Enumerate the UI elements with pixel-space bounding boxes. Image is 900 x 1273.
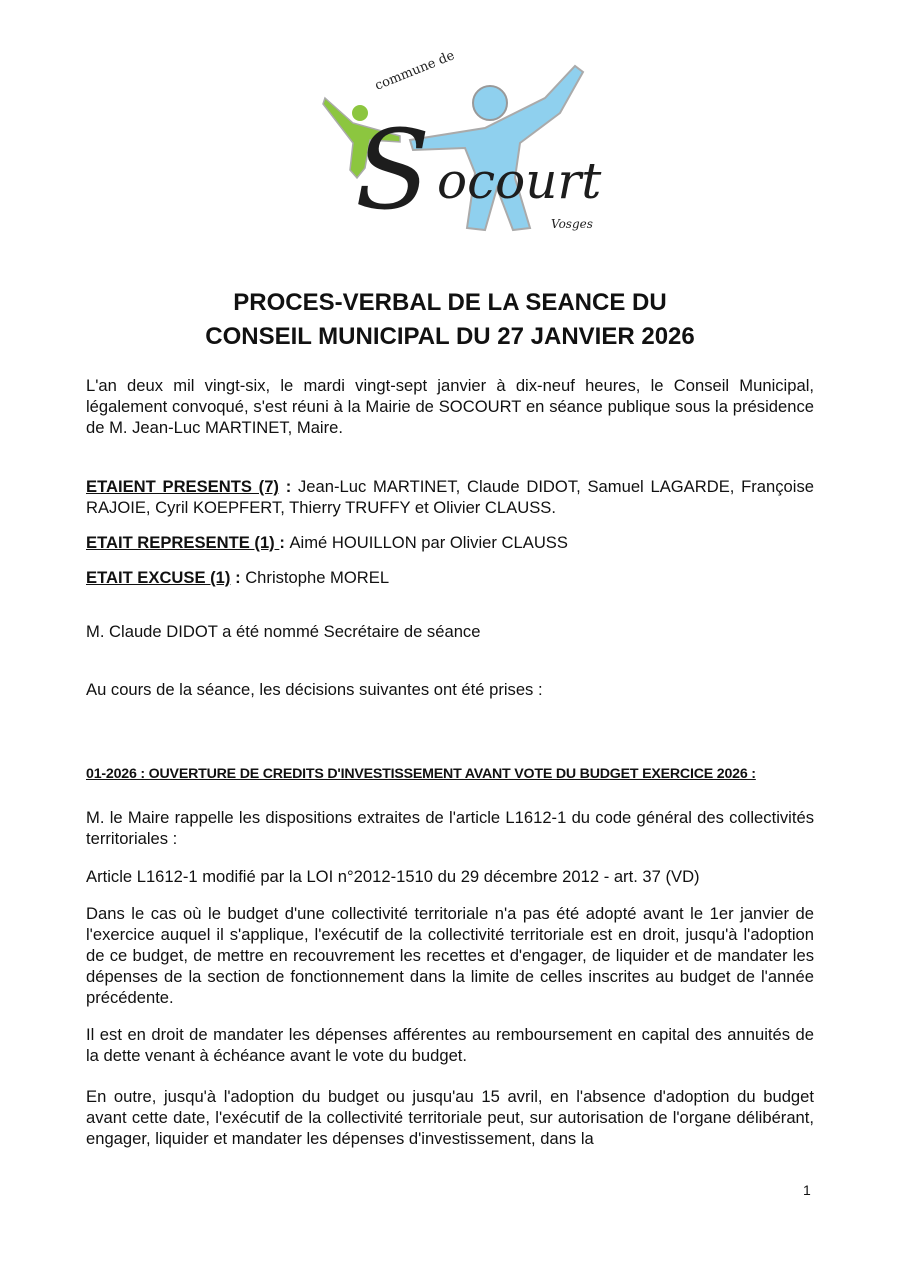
represente-label: ETAIT REPRESENTE (1) — [86, 533, 280, 552]
paragraph: Il est en droit de mandater les dépenses afférentes au remboursement en capital des annuités de la dette venant à échéance avant le vote du budget. — [86, 1025, 814, 1065]
presents-sep: : — [278, 477, 298, 496]
excuse-paragraph — [86, 567, 814, 588]
secretaire-paragraph: M. Claude DIDOT a été nommé Secrétaire de séance — [86, 622, 481, 641]
excuse-text: Christophe MOREL — [245, 568, 390, 587]
logo-ocourt: ocourt — [437, 152, 602, 210]
logo-vosges: Vosges — [551, 217, 593, 231]
logo-commune-de: commune de — [372, 50, 457, 94]
excuse-sep: : — [230, 568, 246, 587]
title-line-1: PROCES-VERBAL DE LA SEANCE DU — [233, 289, 667, 316]
excuse-label: ETAIT EXCUSE (1) — [86, 568, 231, 587]
represente-paragraph — [86, 532, 814, 553]
logo-s: S — [355, 106, 431, 234]
page-number: 1 — [803, 1182, 811, 1198]
represente-sep: : — [279, 533, 290, 552]
paragraph: Dans le cas où le budget d'une collectivité territoriale n'a pas été adopté avant le 1er janvier de l'exercice auquel il s'applique, l'exécutif de la collectivité territoriale est en droit, jusqu'à l'adoption de ce budget, de mettre en recouvrement les recettes et d'engager, de liquider et de mandater les dépenses de la section de fonctionnement dans la limite de celles inscrites au budget de l'année précédente. — [86, 904, 814, 1007]
paragraph: En outre, jusqu'à l'adoption du budget ou jusqu'au 15 avril, en l'absence d'adoption du budget avant cette date, l'exécutif de la collectivité territoriale peut, sur autorisation de l'organe délibérant, engager, liquider et mandater les dépenses d'investissement, dans la — [86, 1087, 814, 1148]
title-line-2: CONSEIL MUNICIPAL DU 27 JANVIER 2026 — [205, 323, 695, 350]
paragraph: Article L1612-1 modifié par la LOI n°2012-1510 du 29 décembre 2012 - art. 37 (VD) — [86, 867, 700, 886]
intro-paragraph: L'an deux mil vingt-six, le mardi vingt-sept janvier à dix-neuf heures, le Conseil Municipal, légalement convoqué, s'est réuni à la Mairie de SOCOURT en séance publique sous la présidence de M. Jean-Luc MARTINET, Maire. — [86, 376, 814, 437]
socourt-logo — [315, 50, 625, 245]
document-body — [86, 375, 814, 1149]
decisions-intro: Au cours de la séance, les décisions suivantes ont été prises : — [86, 680, 543, 699]
section-heading: 01-2026 : OUVERTURE DE CREDITS D'INVESTISSEMENT AVANT VOTE DU BUDGET EXERCICE 2026 : — [86, 766, 756, 782]
page-title — [0, 286, 900, 354]
represente-text: Aimé HOUILLON par Olivier CLAUSS — [289, 533, 568, 552]
presents-label: ETAIENT PRESENTS (7) — [86, 477, 279, 496]
paragraph: M. le Maire rappelle les dispositions extraites de l'article L1612-1 du code général des collectivités territoriales : — [86, 808, 814, 848]
presents-text: Jean-Luc MARTINET, Claude DIDOT, Samuel LAGARDE, Françoise RAJOIE, Cyril KOEPFERT, Thierry TRUFFY et Olivier CLAUSS. — [86, 477, 814, 517]
presents-paragraph — [86, 476, 814, 518]
